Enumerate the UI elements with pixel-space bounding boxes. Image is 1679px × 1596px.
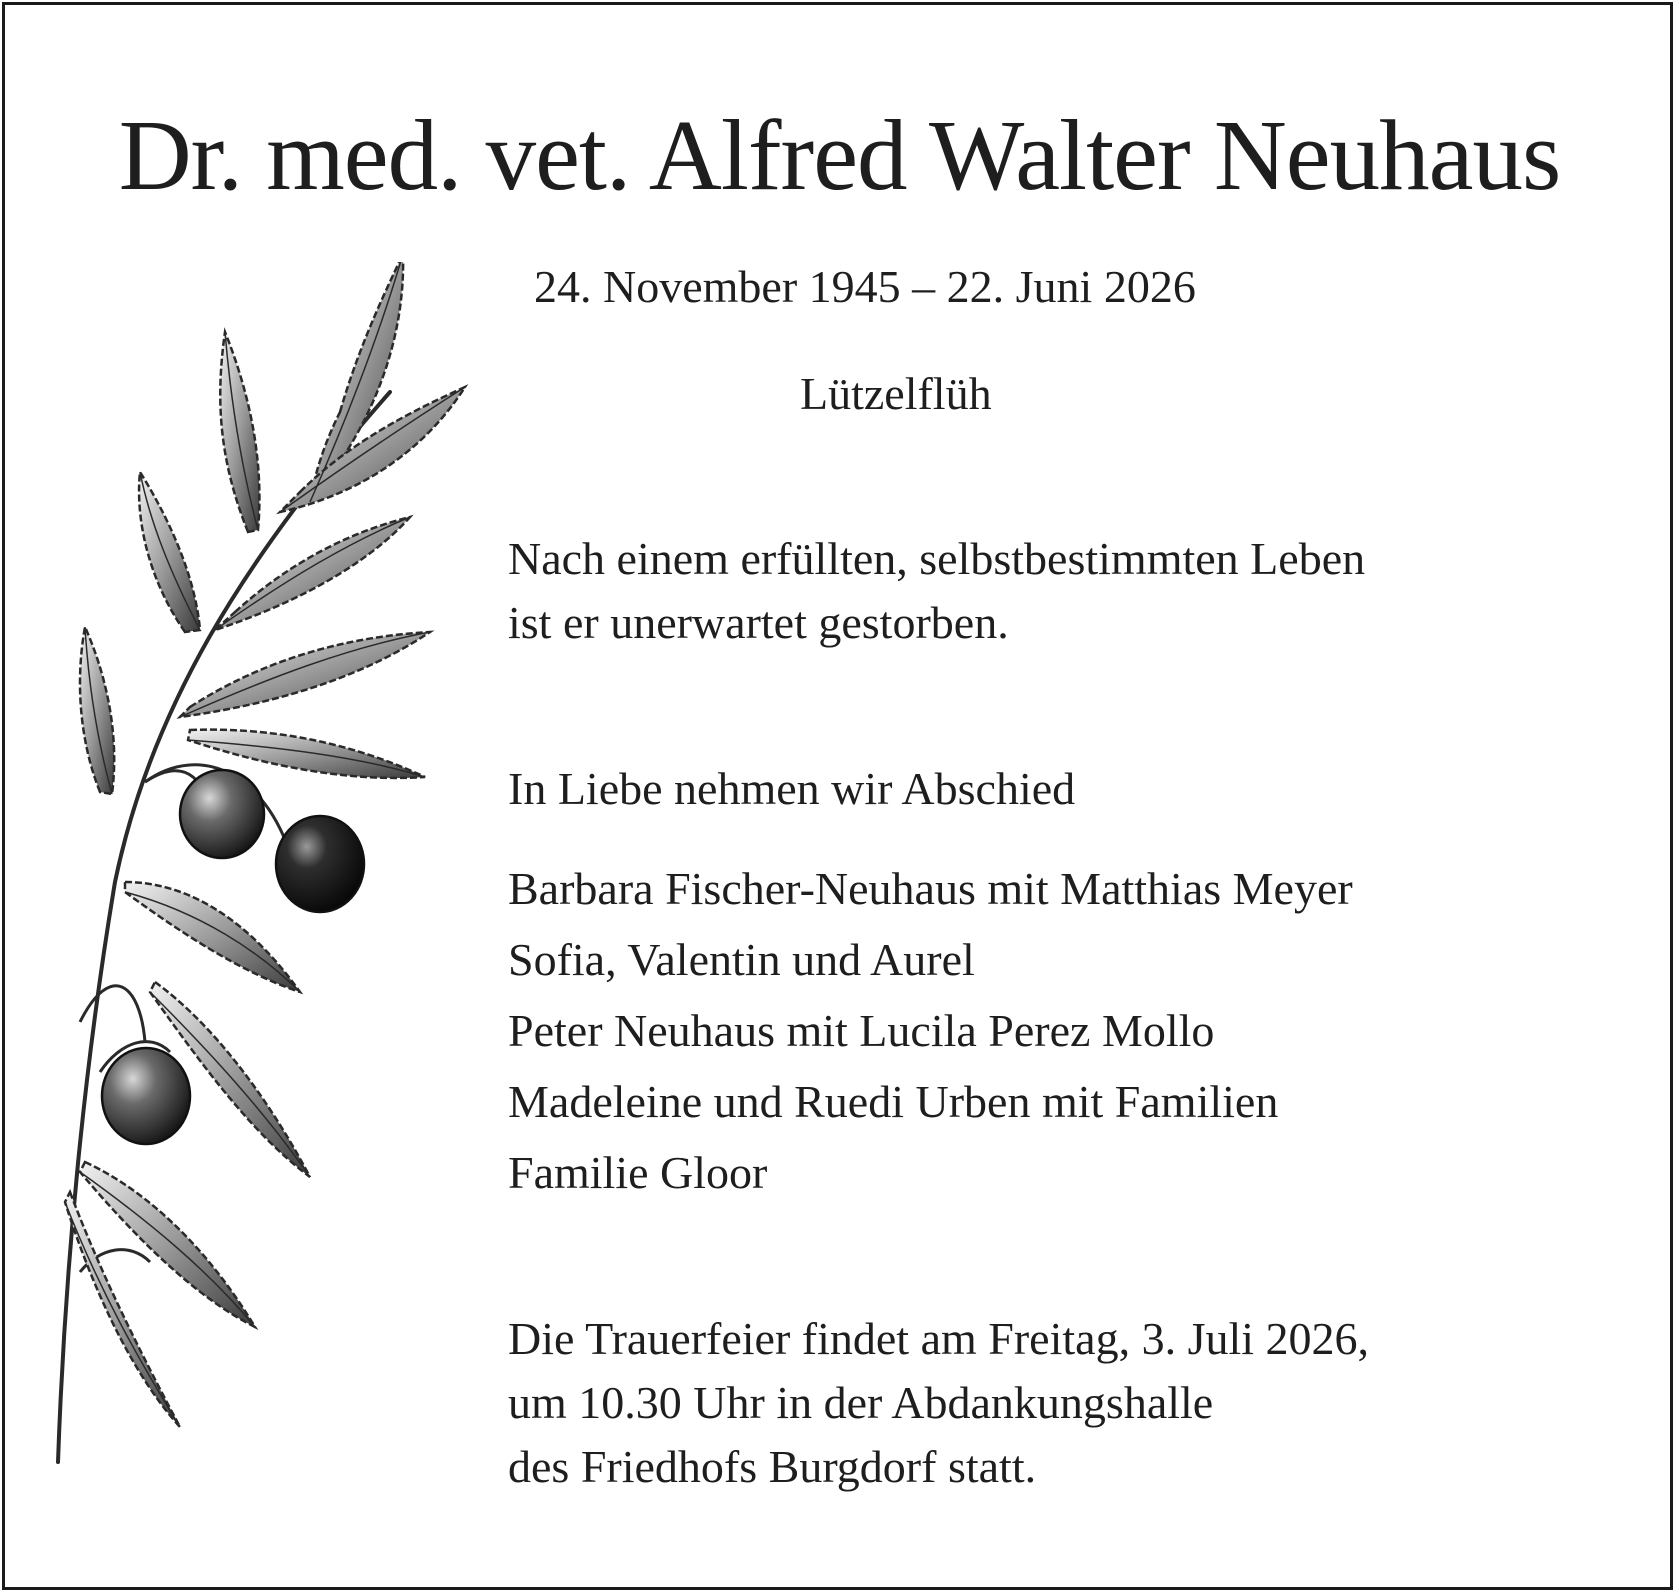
hometown: Lützelflüh — [800, 368, 992, 419]
mourner-entry: Madeleine und Ruedi Urben mit Familien — [508, 1076, 1279, 1127]
service-line: Die Trauerfeier findet am Freitag, 3. Juli 2026, — [508, 1313, 1370, 1364]
deceased-name: Dr. med. vet. Alfred Walter Neuhaus — [118, 99, 1561, 211]
farewell-text: In Liebe nehmen wir Abschied — [508, 763, 1076, 814]
mourner-entry: Familie Gloor — [508, 1147, 768, 1198]
olive-branch-icon — [40, 262, 490, 1532]
mourners-list — [508, 853, 1353, 1208]
service-line: des Friedhofs Burgdorf statt. — [508, 1441, 1037, 1492]
mourner-entry: Sofia, Valentin und Aurel — [508, 934, 975, 985]
intro-line: ist er unerwartet gestorben. — [508, 597, 1009, 648]
service-line: um 10.30 Uhr in der Abdankungshalle — [508, 1377, 1214, 1428]
service-details — [508, 1307, 1369, 1499]
life-dates: 24. November 1945 – 22. Juni 2026 — [534, 261, 1196, 312]
mourner-entry: Peter Neuhaus mit Lucila Perez Mollo — [508, 1005, 1215, 1056]
mourner-entry: Barbara Fischer-Neuhaus mit Matthias Meyer — [508, 863, 1353, 914]
intro-line: Nach einem erfüllten, selbstbestimmten Leben — [508, 533, 1366, 584]
intro-text — [508, 527, 1365, 655]
